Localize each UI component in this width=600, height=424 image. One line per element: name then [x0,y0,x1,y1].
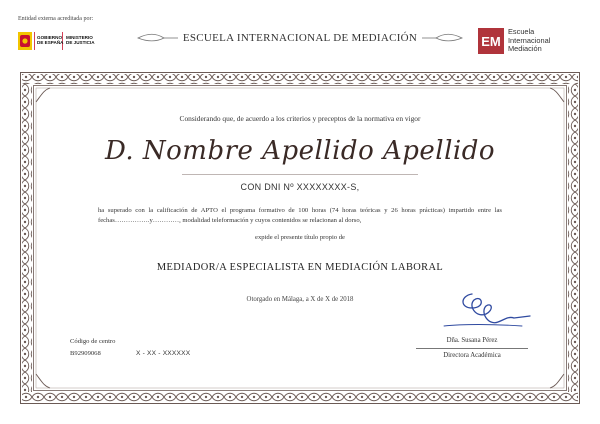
gov-left-text [37,35,63,45]
signer-name: Dña. Susana Pérez [446,337,498,344]
em-logo [478,28,504,54]
name-underline [182,174,418,175]
gov-right-line: MINISTERIO [66,35,93,40]
em-logo-text [508,28,550,54]
intro-text: Considerando que, de acuerdo a los criterios y preceptos de la normativa en vigor [179,114,421,123]
accreditation-note: Entidad externa acreditada por: [18,16,94,22]
program-paragraph: ha superado con la calificación de APTO el programa formativo de 100 horas (74 horas teóricas y 26 horas prácticas) impartido entre las fechas…………….y…………, modalidad teleformación y cuyos contenidos se relacionan al dorso, [98,207,502,224]
registration-number: X - XX - XXXXXX [136,350,191,357]
em-logo-line: Internacional [508,35,551,45]
recipient-name: D. Nombre Apellido Apellido [104,136,496,166]
em-monogram-text: EM [481,34,501,49]
em-logo-line: Mediación [508,44,542,54]
em-logo-line: Escuela [508,27,535,36]
awarded-text: Otorgado en Málaga, a X de X de 2018 [246,296,354,303]
government-logo [18,30,98,52]
gov-left-line: DE ESPAÑA [37,40,64,45]
school-title: ESCUELA INTERNACIONAL DE MEDIACIÓN [182,32,418,44]
signer-role: Directora Académica [443,352,501,359]
course-title: MEDIADOR/A ESPECIALISTA EN MEDIACIÓN LABORAL [156,262,444,273]
gov-left-line: GOBIERNO [37,35,63,40]
certificate-body [44,96,556,392]
dni-text: CON DNI Nº XXXXXXXX-S, [240,182,360,192]
issue-statement: expide el presente título propio de [255,234,345,241]
center-code-label: Código de centro [70,338,116,345]
gov-right-text [66,35,95,45]
gov-right-line: DE JUSTICIA [66,40,95,45]
signature-icon [442,288,532,332]
center-code-value: B92909068 [70,350,101,357]
signature-line [416,348,528,349]
em-monogram-icon [478,28,504,54]
